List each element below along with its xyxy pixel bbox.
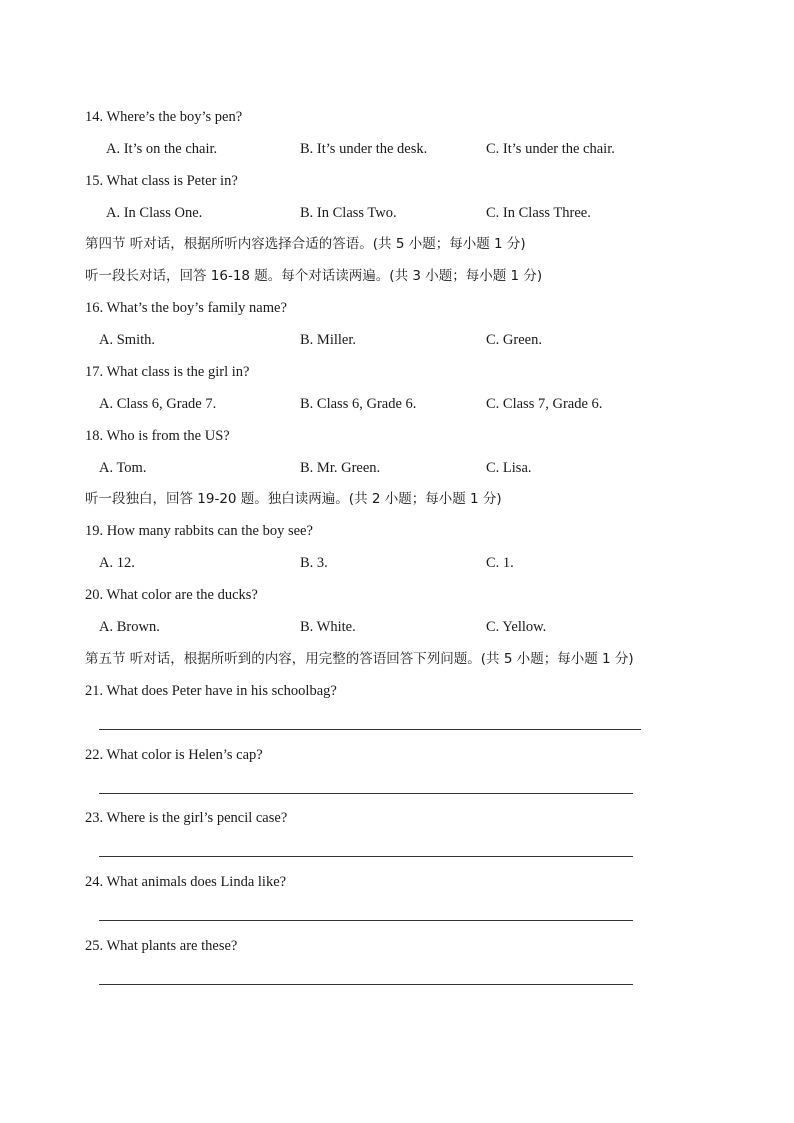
question-19-option-c[interactable]: C. 1.: [486, 555, 514, 571]
question-15-option-c[interactable]: C. In Class Three.: [486, 205, 591, 221]
question-25-stem: 25. What plants are these?: [85, 938, 238, 954]
question-15-option-b[interactable]: B. In Class Two.: [300, 205, 397, 221]
question-14-option-c[interactable]: C. It’s under the chair.: [486, 141, 615, 157]
question-16-option-a[interactable]: A. Smith.: [99, 332, 155, 348]
question-17-stem: 17. What class is the girl in?: [85, 364, 250, 380]
question-20-option-c[interactable]: C. Yellow.: [486, 619, 547, 635]
question-23-stem: 23. Where is the girl’s pencil case?: [85, 810, 288, 826]
section-5-title: 第五节 听对话，根据所听到的内容，用完整的答语回答下列问题。(共 5 小题；每小题 1 分): [85, 651, 634, 667]
question-24-answer-line[interactable]: [99, 920, 633, 921]
question-17-option-a[interactable]: A. Class 6, Grade 7.: [99, 396, 217, 412]
question-20-option-b[interactable]: B. White.: [300, 619, 356, 635]
question-16-option-c[interactable]: C. Green.: [486, 332, 542, 348]
question-17-option-b[interactable]: B. Class 6, Grade 6.: [300, 396, 417, 412]
question-18-option-a[interactable]: A. Tom.: [99, 460, 147, 476]
question-20-option-a[interactable]: A. Brown.: [99, 619, 160, 635]
section-4-monologue-instruction: 听一段独白，回答 19-20 题。独白读两遍。(共 2 小题；每小题 1 分): [85, 491, 502, 507]
section-4-title: 第四节 听对话，根据所听内容选择合适的答语。(共 5 小题；每小题 1 分): [85, 236, 526, 252]
question-14-option-b[interactable]: B. It’s under the desk.: [300, 141, 428, 157]
question-14-option-a[interactable]: A. It’s on the chair.: [106, 141, 218, 157]
question-21-answer-line[interactable]: [99, 729, 641, 730]
question-22-stem: 22. What color is Helen’s cap?: [85, 747, 263, 763]
question-15-stem: 15. What class is Peter in?: [85, 173, 238, 189]
question-19-stem: 19. How many rabbits can the boy see?: [85, 523, 313, 539]
question-25-answer-line[interactable]: [99, 984, 633, 985]
question-18-stem: 18. Who is from the US?: [85, 428, 230, 444]
question-21-stem: 21. What does Peter have in his schoolbag?: [85, 683, 337, 699]
question-15-option-a[interactable]: A. In Class One.: [106, 205, 203, 221]
question-16-option-b[interactable]: B. Miller.: [300, 332, 356, 348]
question-23-answer-line[interactable]: [99, 856, 633, 857]
section-4-dialogue-instruction: 听一段长对话，回答 16-18 题。每个对话读两遍。(共 3 小题；每小题 1 分): [85, 268, 543, 284]
question-19-option-a[interactable]: A. 12.: [99, 555, 135, 571]
question-20-stem: 20. What color are the ducks?: [85, 587, 258, 603]
question-18-option-c[interactable]: C. Lisa.: [486, 460, 532, 476]
question-14-stem: 14. Where’s the boy’s pen?: [85, 109, 243, 125]
question-16-stem: 16. What’s the boy’s family name?: [85, 300, 287, 316]
question-17-option-c[interactable]: C. Class 7, Grade 6.: [486, 396, 603, 412]
question-22-answer-line[interactable]: [99, 793, 633, 794]
question-19-option-b[interactable]: B. 3.: [300, 555, 328, 571]
question-24-stem: 24. What animals does Linda like?: [85, 874, 287, 890]
question-18-option-b[interactable]: B. Mr. Green.: [300, 460, 381, 476]
